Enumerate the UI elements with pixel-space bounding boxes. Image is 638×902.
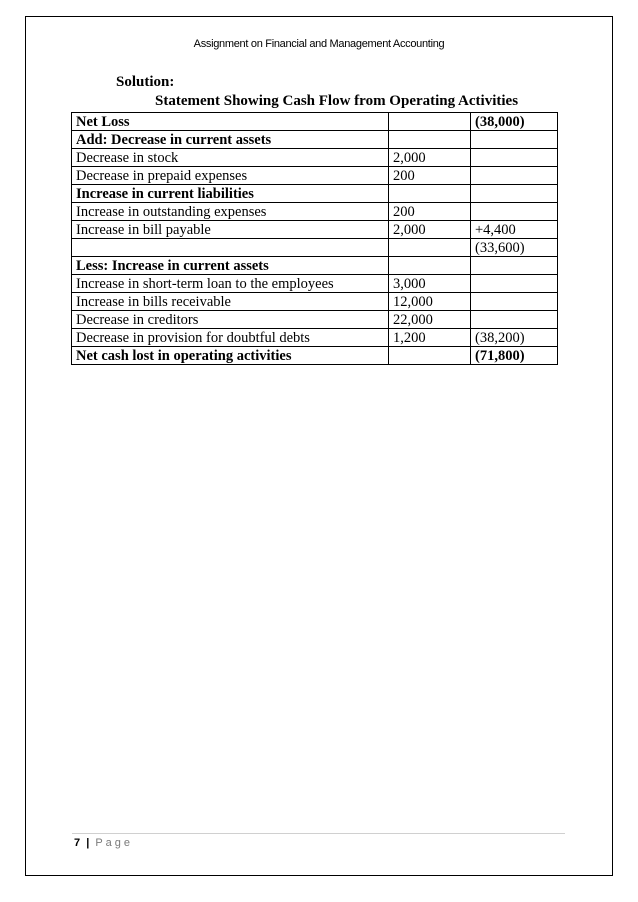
row-total [471, 311, 558, 329]
row-label: Decrease in prepaid expenses [72, 167, 389, 185]
row-label: Increase in bills receivable [72, 293, 389, 311]
row-total [471, 257, 558, 275]
row-amount: 3,000 [389, 275, 471, 293]
footer-divider [72, 833, 565, 834]
row-amount [389, 257, 471, 275]
table-row [72, 221, 558, 239]
row-label: Increase in short-term loan to the employees [72, 275, 389, 293]
row-amount [389, 347, 471, 365]
solution-label: Solution: [116, 74, 175, 90]
page-word: Page [95, 837, 134, 849]
row-label: Decrease in creditors [72, 311, 389, 329]
row-amount: 200 [389, 203, 471, 221]
row-label: Increase in current liabilities [72, 185, 389, 203]
row-total [471, 185, 558, 203]
row-amount [389, 131, 471, 149]
row-amount [389, 113, 471, 131]
page-footer [74, 837, 133, 849]
page-number: 7 [74, 837, 81, 849]
row-total [471, 203, 558, 221]
table-row [72, 293, 558, 311]
row-label: Increase in bill payable [72, 221, 389, 239]
table-row [72, 347, 558, 365]
row-total [471, 149, 558, 167]
table-row [72, 131, 558, 149]
table-row [72, 203, 558, 221]
row-label: Less: Increase in current assets [72, 257, 389, 275]
table-row [72, 239, 558, 257]
row-total [471, 293, 558, 311]
row-total [471, 275, 558, 293]
row-total: (33,600) [471, 239, 558, 257]
footer-separator: | [86, 837, 90, 849]
row-total: (38,000) [471, 113, 558, 131]
table-row [72, 185, 558, 203]
table-row [72, 113, 558, 131]
row-total [471, 131, 558, 149]
row-label: Decrease in stock [72, 149, 389, 167]
row-total: (71,800) [471, 347, 558, 365]
row-amount: 2,000 [389, 221, 471, 239]
row-total [471, 167, 558, 185]
row-total: +4,400 [471, 221, 558, 239]
row-amount [389, 185, 471, 203]
cash-flow-table [71, 112, 558, 365]
row-amount [389, 239, 471, 257]
row-amount: 1,200 [389, 329, 471, 347]
row-label: Net Loss [72, 113, 389, 131]
statement-title: Statement Showing Cash Flow from Operating Activities [155, 93, 519, 109]
table-row [72, 257, 558, 275]
row-label: Increase in outstanding expenses [72, 203, 389, 221]
table-row [72, 329, 558, 347]
row-total: (38,200) [471, 329, 558, 347]
row-label: Add: Decrease in current assets [72, 131, 389, 149]
table-row [72, 275, 558, 293]
row-amount: 22,000 [389, 311, 471, 329]
row-label [72, 239, 389, 257]
row-label: Decrease in provision for doubtful debts [72, 329, 389, 347]
table-row [72, 311, 558, 329]
row-label: Net cash lost in operating activities [72, 347, 389, 365]
table-row [72, 167, 558, 185]
row-amount: 200 [389, 167, 471, 185]
table-row [72, 149, 558, 167]
row-amount: 2,000 [389, 149, 471, 167]
row-amount: 12,000 [389, 293, 471, 311]
page-header: Assignment on Financial and Management Accounting [193, 38, 445, 50]
